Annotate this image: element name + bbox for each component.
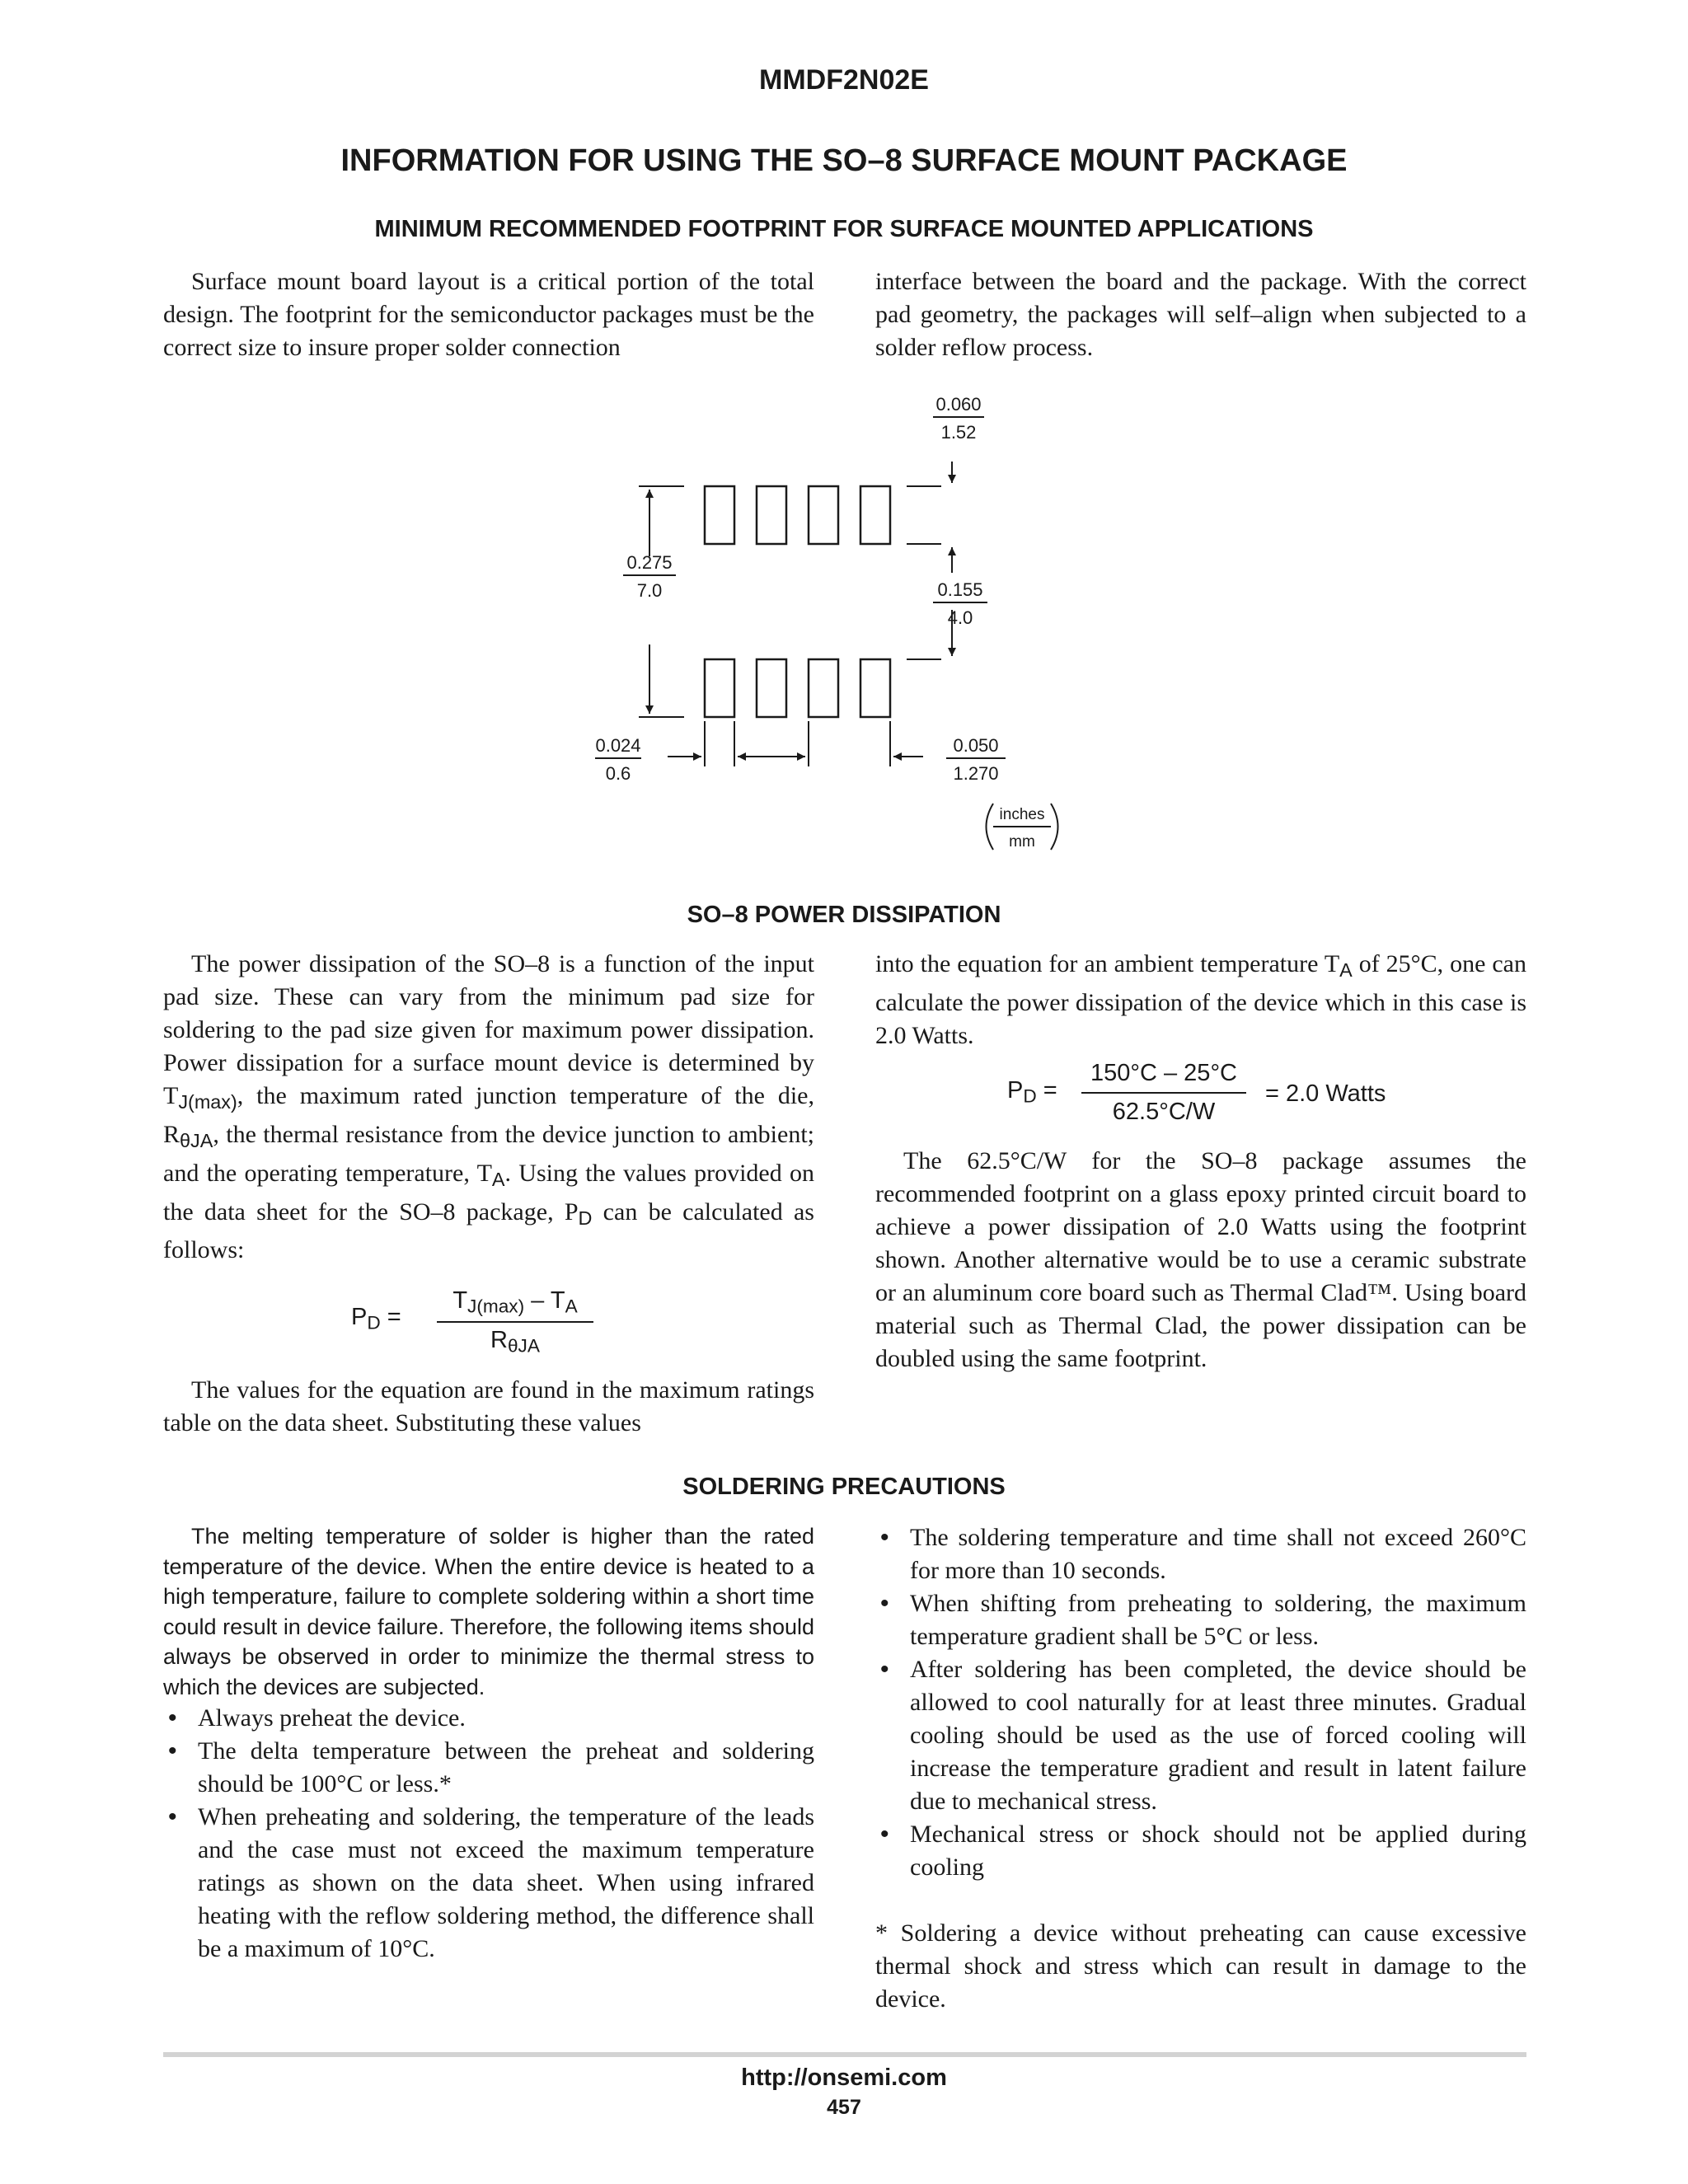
pad-bottom-3: [809, 659, 838, 717]
equation-watts-fraction-bar: [1081, 1092, 1246, 1094]
dim-overall-in: 0.275: [626, 552, 673, 573]
equation-pd-denominator: $R_{\theta JA}$: [490, 1327, 540, 1357]
footprint-paragraph-left: Surface mount board layout is a critical portion of the total design. The footprint for the semiconductor packages must be the correct size to insure proper solder connection: [163, 268, 814, 361]
dim-pitch-in: 0.050: [953, 735, 999, 756]
footprint-paragraph-right: interface between the board and the package. With the correct pad geometry, the packages will self–align when subjected to a solder reflow process.: [875, 268, 1526, 361]
soldering-text-left: [163, 1521, 814, 1966]
units-key-mm: mm: [1009, 833, 1035, 851]
dim-gap-in: 0.155: [937, 579, 983, 600]
soldering-text-right: [875, 1521, 1526, 2016]
pad-top-1: [705, 486, 734, 544]
pad-bottom-1: [705, 659, 734, 717]
power-paragraph-4: The 62.5°C/W for the SO–8 package assumes the recommended footprint on a glass epoxy printed circuit board to achieve a power dissipation of 2.0 Watts using the footprint shown. Another alternative would be to use a ceramic substrate or an aluminum core board such as Thermal Clad™. Using board material such as Thermal Clad, the power dissipation can be doubled using the same footprint.: [875, 1146, 1526, 1372]
list-item: • Mechanical stress or shock should not be applied during cooling: [875, 1818, 1526, 1884]
footer-link[interactable]: http://onsemi.com: [741, 2064, 947, 2091]
dim-pitch-mm: 1.270: [953, 763, 999, 784]
list-item: • When preheating and soldering, the temperature of the leads and the case must not exceed the maximum temperature ratings as shown on the data sheet. When using infrared heating with the reflow soldering method, the difference shall be a maximum of 10°C.: [163, 1801, 814, 1966]
pad-bottom-4: [860, 659, 890, 717]
dim-pad-width-mm: 1.52: [940, 422, 977, 443]
list-item: • The delta temperature between the preheat and soldering should be 100°C or less.*: [163, 1735, 814, 1801]
equation-pd-fraction-bar: [437, 1321, 593, 1323]
power-text-left: [163, 948, 814, 1440]
page-title: INFORMATION FOR USING THE SO–8 SURFACE MOUNT PACKAGE: [340, 143, 1348, 178]
list-item: • After soldering has been completed, the device should be allowed to cool naturally for at least three minutes. Gradual cooling should be used as the use of forced cooling will increase the temperature gradient and result in latent failure due to mechanical stress.: [875, 1653, 1526, 1818]
equation-watts-result: = 2.0 Watts: [1265, 1080, 1386, 1107]
equation-watts-denominator: 62.5°C/W: [1112, 1099, 1216, 1125]
soldering-footnote: * Soldering a device without preheating can cause excessive thermal shock and stress which can result in damage to the device.: [875, 1919, 1526, 2013]
dim-pad-length-in: 0.024: [595, 735, 641, 756]
power-heading: SO–8 POWER DISSIPATION: [687, 902, 1001, 928]
equation-pd-lhs: $P_D$ =: [351, 1304, 401, 1333]
dim-overall-mm: 7.0: [636, 580, 663, 601]
soldering-list-left: [163, 1702, 814, 1966]
soldering-intro: The melting temperature of solder is higher than the rated temperature of the device. When the entire device is heated to a high temperature, failure to complete soldering within a short time could result in device failure. Therefore, the following items should always be observed in order to minimize the thermal stress to which the devices are subjected.: [163, 1524, 814, 1699]
equation-pd-numerator: $T_{J(max)} - T_A$: [452, 1287, 578, 1317]
footprint-text-left: [163, 265, 814, 364]
footprint-text-right: [875, 265, 1526, 364]
soldering-list-right: [875, 1521, 1526, 1884]
pad-top-4: [860, 486, 890, 544]
dim-pad-length-mm: 0.6: [605, 763, 631, 784]
power-paragraph-3: into the equation for an ambient temperature $T_A$ of 25°C, one can calculate the power dissipation of the device which in this case is 2.0 Watts.: [875, 950, 1526, 1049]
footer-divider: [163, 2052, 1526, 2057]
power-paragraph-1: The power dissipation of the SO–8 is a function of the input pad size. These can vary from the minimum pad size for soldering to the pad size given for maximum power dissipation. Power dissipation for a surface mount device is determined by $T_{J(max)}$, the maximum rated junction temperature of the die, $R_{\theta JA}$, the thermal resistance from the device junction to ambient; and the operating temperature, $T_A$. Using the values provided on the data sheet for the SO–8 package, $P_D$ can be calculated as follows:: [163, 950, 815, 1264]
pad-top-3: [809, 486, 838, 544]
power-paragraph-2: The values for the equation are found in the maximum ratings table on the data sheet. Substituting these values: [163, 1376, 814, 1437]
page-number: 457: [827, 2096, 861, 2119]
dim-pad-width-in: 0.060: [935, 394, 982, 415]
pad-bottom-2: [757, 659, 786, 717]
list-item: • Always preheat the device.: [163, 1702, 814, 1735]
list-item: • When shifting from preheating to soldering, the maximum temperature gradient shall be 5°C or less.: [875, 1587, 1526, 1653]
part-number: MMDF2N02E: [759, 64, 929, 96]
footprint-diagram: [577, 387, 1113, 865]
list-item: • The soldering temperature and time shall not exceed 260°C for more than 10 seconds.: [875, 1521, 1526, 1587]
footprint-heading: MINIMUM RECOMMENDED FOOTPRINT FOR SURFACE MOUNTED APPLICATIONS: [374, 216, 1314, 242]
soldering-heading: SOLDERING PRECAUTIONS: [682, 1474, 1006, 1500]
power-text-right: [875, 948, 1526, 1376]
units-key-inches: inches: [999, 806, 1045, 823]
equation-watts-numerator: 150°C – 25°C: [1090, 1060, 1237, 1086]
dim-gap-mm: 4.0: [947, 607, 973, 628]
equation-watts-lhs: $P_D$ =: [1007, 1077, 1057, 1107]
pad-top-2: [757, 486, 786, 544]
